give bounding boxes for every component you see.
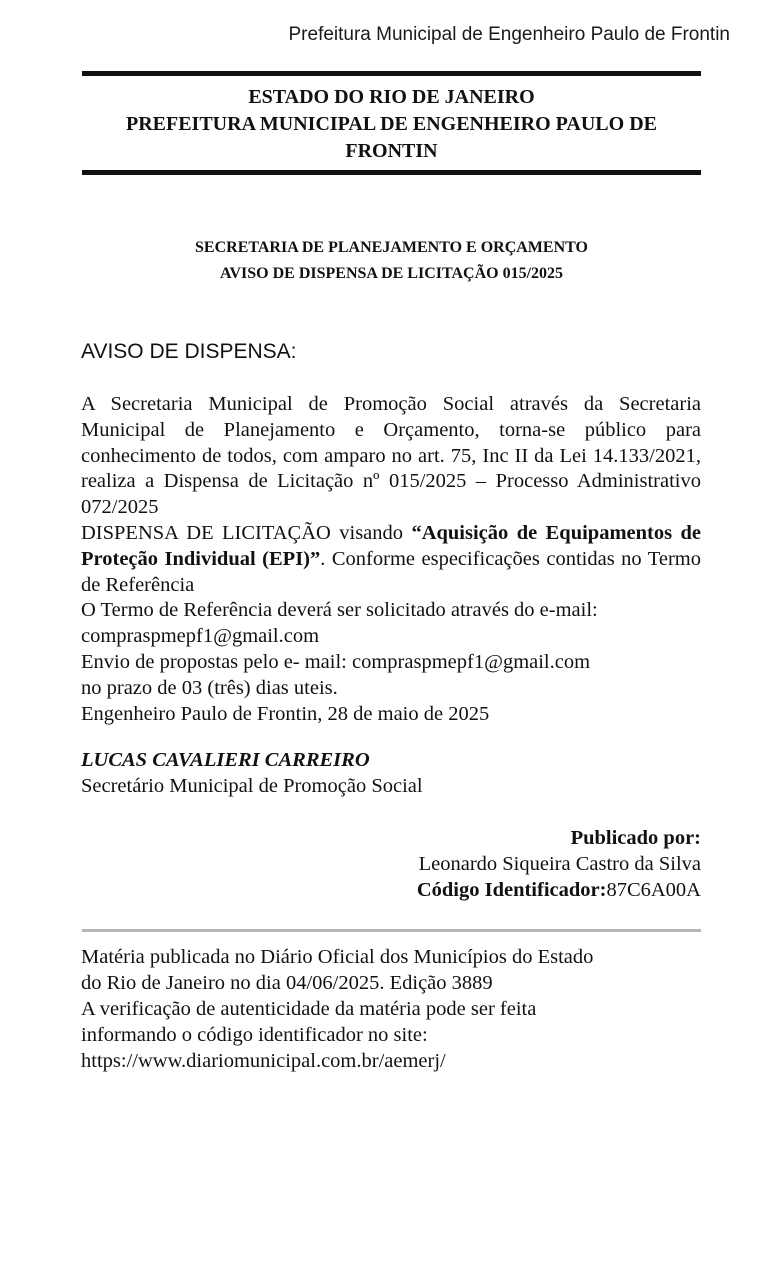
footer-line4: informando o código identificador no site: xyxy=(81,1024,428,1046)
notice-heading: AVISO DE DISPENSA: xyxy=(81,340,297,363)
publisher-label: Publicado por: xyxy=(570,827,701,849)
footer-line2: do Rio de Janeiro no dia 04/06/2025. Edição 3889 xyxy=(81,972,493,994)
state-title: ESTADO DO RIO DE JANEIRO xyxy=(248,86,535,108)
dispensa-prefix: DISPENSA DE LICITAÇÃO visando xyxy=(81,521,412,544)
publisher-code xyxy=(417,877,701,903)
publisher-name: Leonardo Siqueira Castro da Silva xyxy=(418,853,701,875)
dispensa-suffix: . Conforme especificações contidas no Termo de Referência xyxy=(81,547,701,596)
signer-block xyxy=(81,747,423,799)
signer-role: Secretário Municipal de Promoção Social xyxy=(81,775,423,797)
aviso-title: AVISO DE DISPENSA DE LICITAÇÃO 015/2025 xyxy=(219,265,564,282)
termo-email: compraspmepf1@gmail.com xyxy=(81,625,320,648)
dispensa-object: “Aquisição de Equipamentos de Proteção Individual (EPI)” xyxy=(81,521,702,570)
termo-line: O Termo de Referência deverá ser solicitado através do e-mail: xyxy=(81,599,598,622)
dispensa-paragraph xyxy=(81,521,701,598)
prefeitura-title-line1: PREFEITURA MUNICIPAL DE ENGENHEIRO PAULO DE xyxy=(126,113,657,135)
code-value: 87C6A00A xyxy=(606,879,701,901)
code-label: Código Identificador: xyxy=(416,879,607,901)
title-bottom-divider xyxy=(82,170,701,175)
date-line: Engenheiro Paulo de Frontin, 28 de maio de 2025 xyxy=(81,702,490,725)
prefeitura-title-line2: FRONTIN xyxy=(345,140,438,162)
footer-line1: Matéria publicada no Diário Oficial dos Municípios do Estado xyxy=(81,946,594,968)
envio-line: Envio de propostas pelo e- mail: compraspmepf1@gmail.com xyxy=(81,650,591,673)
footer-divider xyxy=(82,929,701,932)
top-divider xyxy=(82,71,701,76)
footer-line3: A verificação de autenticidade da matéria pode ser feita xyxy=(81,998,537,1020)
footer-url: https://www.diariomunicipal.com.br/aemerj/ xyxy=(81,1050,446,1072)
subtitle-block xyxy=(82,235,701,287)
signer-name: LUCAS CAVALIERI CARREIRO xyxy=(81,749,370,771)
secretaria-title: SECRETARIA DE PLANEJAMENTO E ORÇAMENTO xyxy=(195,239,588,256)
title-block xyxy=(82,84,701,165)
notice-paragraph: A Secretaria Municipal de Promoção Social através da Secretaria Municipal de Planejamento e Orçamento, torna-se público para conhecimento de todos, com amparo no art. 75, Inc II da Lei 14.133/2021, realiza a Dispensa de Licitação nº 015/2025 – Processo Administrativo 072/2025 xyxy=(81,393,701,519)
municipality-header: Prefeitura Municipal de Engenheiro Paulo de Frontin xyxy=(288,24,730,45)
footer-block xyxy=(81,944,701,1074)
publisher-block xyxy=(417,825,701,903)
prazo-line: no prazo de 03 (três) dias uteis. xyxy=(81,676,338,699)
notice-body xyxy=(81,392,701,727)
